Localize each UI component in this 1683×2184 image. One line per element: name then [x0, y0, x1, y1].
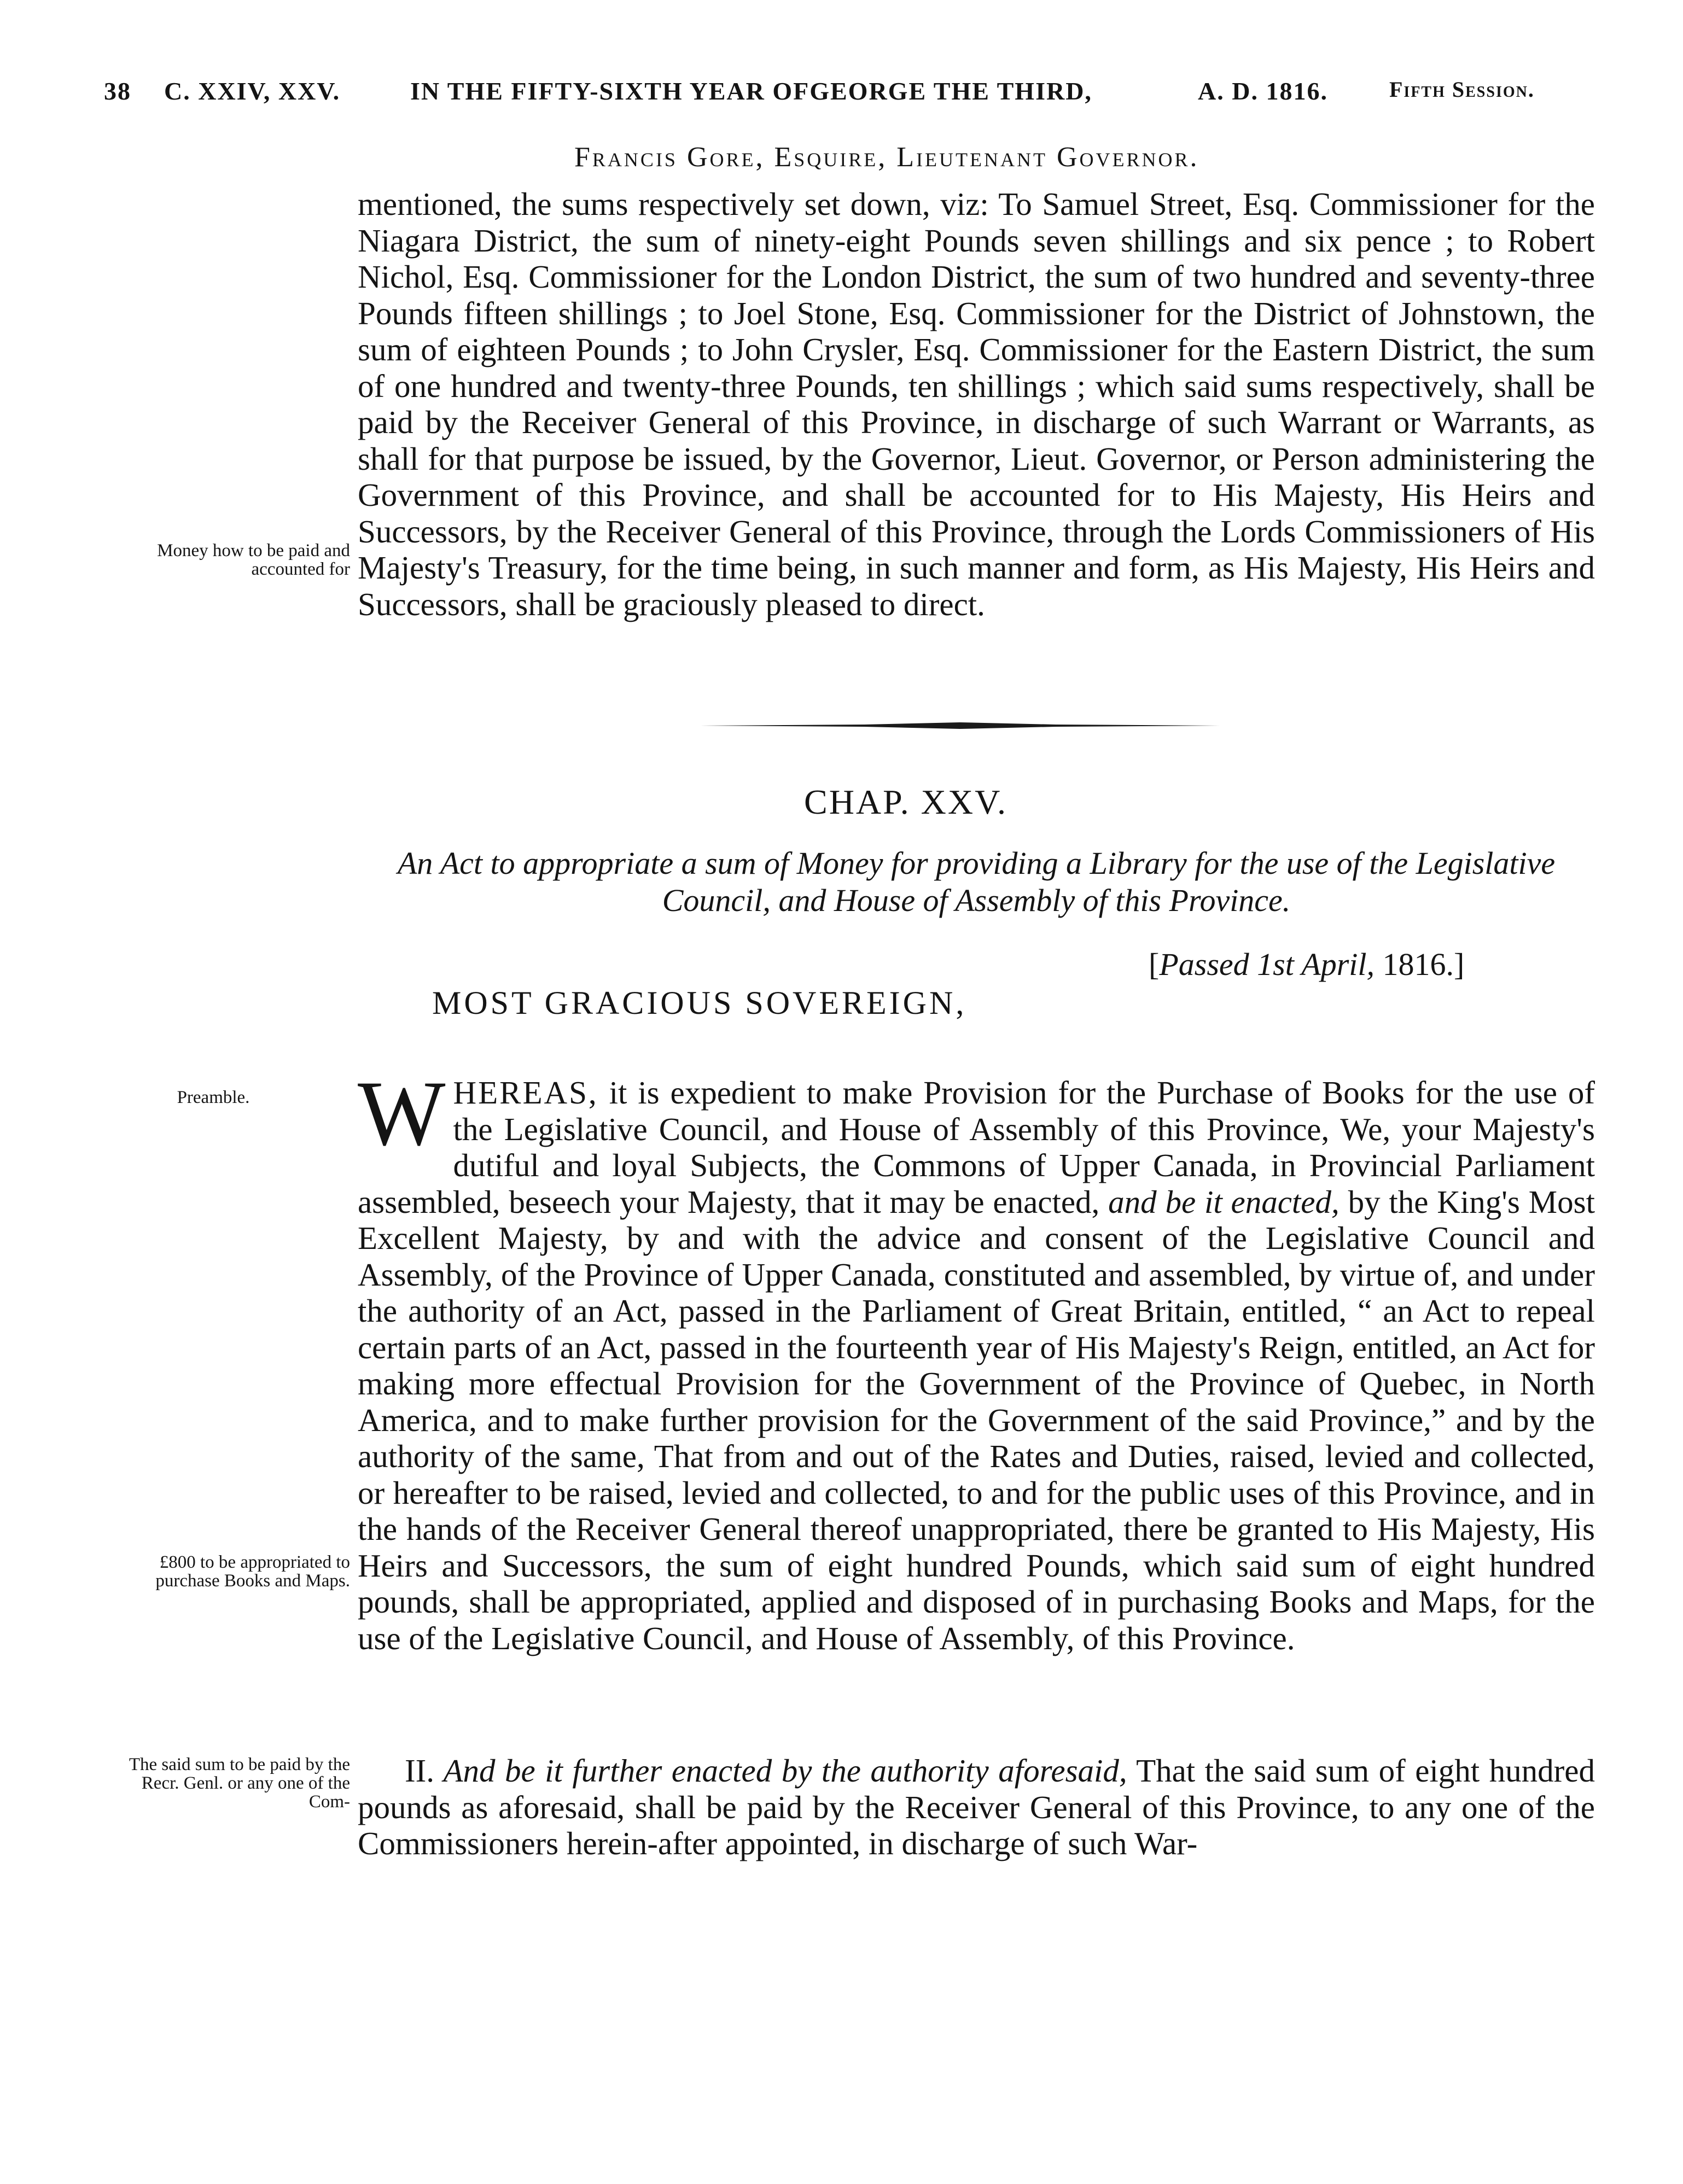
preamble-rest: by the King's Most Excellent Majesty, by and with the advice and consent of the Legislative Council and Assembly, of the Province of Upper Canada, constituted and assembled, by virtue of, and under the authority of an Act, passed in the Parliament of Great Britain, entitled, “ an Act to repeal certain parts of an Act, passed in the fourteenth year of His Majesty's Reign, entitled, an Act for making more effectual Provision for the Government of the Province of Quebec, in North America, and to make further provision for the Government of the said Province,” and by the authority of the same, That from and out of the Rates and Duties, raised, levied and collected, or hereafter to be raised, levied and collected, to and for the public uses of this Province, and in the hands of the Receiver General thereof unappropriated, there be granted to His Majesty, His Heirs and Successors, the sum of eight hundred Pounds, which said sum of eight hundred pounds, shall be appropriated, applied and disposed of in purchasing Books and Maps, for the use of the Legislative Council, and House of Assembly, of this Province.	[358, 1183, 1595, 1656]
preamble-paragraph	[358, 1062, 1595, 1656]
running-head-session: Fifth Session.	[1389, 77, 1535, 102]
passed-label: Passed 1st April,	[1159, 947, 1375, 982]
act-title: An Act to appropriate a sum of Money for providing a Library for the use of the Legislative Council, and House of Assembly of this Province.	[397, 845, 1556, 918]
page-number: 38	[104, 77, 131, 105]
governor-line: Francis Gore, Esquire, Lieutenant Governor.	[574, 142, 1199, 173]
preamble-text	[358, 1062, 1595, 1656]
running-head-chapters: C. XXIV, XXV.	[164, 77, 341, 105]
chapter-heading: CHAP. XXV.	[804, 782, 1008, 821]
passed-year: 1816.	[1382, 947, 1454, 982]
passed-date: [Passed 1st April, 1816.]	[1149, 947, 1465, 982]
running-head-title: IN THE FIFTY-SIXTH YEAR OFGEORGE THE THIRD,	[410, 77, 1092, 105]
margin-note-appropriated: £800 to be appropriated to purchase Books and Maps.	[155, 1552, 350, 1591]
salutation: MOST GRACIOUS SOVEREIGN,	[432, 985, 967, 1021]
drop-cap: W	[358, 1062, 446, 1165]
section-2-italic: And be it further enacted by the authority aforesaid,	[434, 1753, 1127, 1789]
preamble-italic: and be it enacted,	[1099, 1183, 1340, 1220]
section-divider-rule	[700, 722, 1220, 729]
chap24-closing-paragraph	[358, 186, 1595, 622]
chap24-paragraph-text: mentioned, the sums respectively set down, viz: To Samuel Street, Esq. Commissioner for the Niagara District, the sum of ninety-eight Pounds seven shillings and six pence ; to Robert Nichol, Esq. Commissioner for the London District, the sum of two hundred and seventy-three Pounds fifteen shillings ; to Joel Stone, Esq. Commissioner for the District of Johnstown, the sum of eighteen Pounds ; to John Crysler, Esq. Commissioner for the Eastern District, the sum of one hundred and twenty-three Pounds, ten shillings ; which said sums respectively, shall be paid by the Receiver General of this Province, in discharge of such Warrant or Warrants, as shall for that purpose be issued, by the Governor, Lieut. Governor, or Person administering the Government of this Province, and shall be accounted for to His Majesty, His Heirs and Successors, by the Receiver General of this Province, through the Lords Commissioners of His Majesty's Treasury, for the time being, in such manner and form, as His Majesty, His Heirs and Successors, shall be graciously pleased to direct.	[358, 186, 1595, 622]
margin-note-paid-by: The said sum to be paid by the Recr. Genl. or any one of the Com-	[129, 1755, 350, 1812]
running-head	[104, 77, 1603, 120]
section-2-text	[358, 1753, 1595, 1862]
margin-note-money-accounted: Money how to be paid and accounted for	[157, 541, 350, 579]
section-2-number: II.	[405, 1753, 435, 1789]
margin-note-preamble: Preamble.	[177, 1088, 250, 1107]
preamble-first-word: HEREAS,	[453, 1075, 598, 1111]
preamble-body: it is expedient to make Provision for the Purchase of Books for the use of the Legislative Council, and House of Assembly of this Province, We, your Majesty's dutiful and loyal Subjects, the Commons of Upper Canada, in Provincial Parliament assembled, beseech your Majesty, that it may be enacted,	[358, 1075, 1595, 1220]
running-head-year: A. D. 1816.	[1198, 77, 1328, 105]
section-2-body: That the said sum of eight hundred pounds as aforesaid, shall be paid by the Receiver General of this Province, to any one of the Commissioners herein-after appointed, in discharge of such War-	[358, 1753, 1595, 1861]
section-2-paragraph	[358, 1753, 1595, 1862]
